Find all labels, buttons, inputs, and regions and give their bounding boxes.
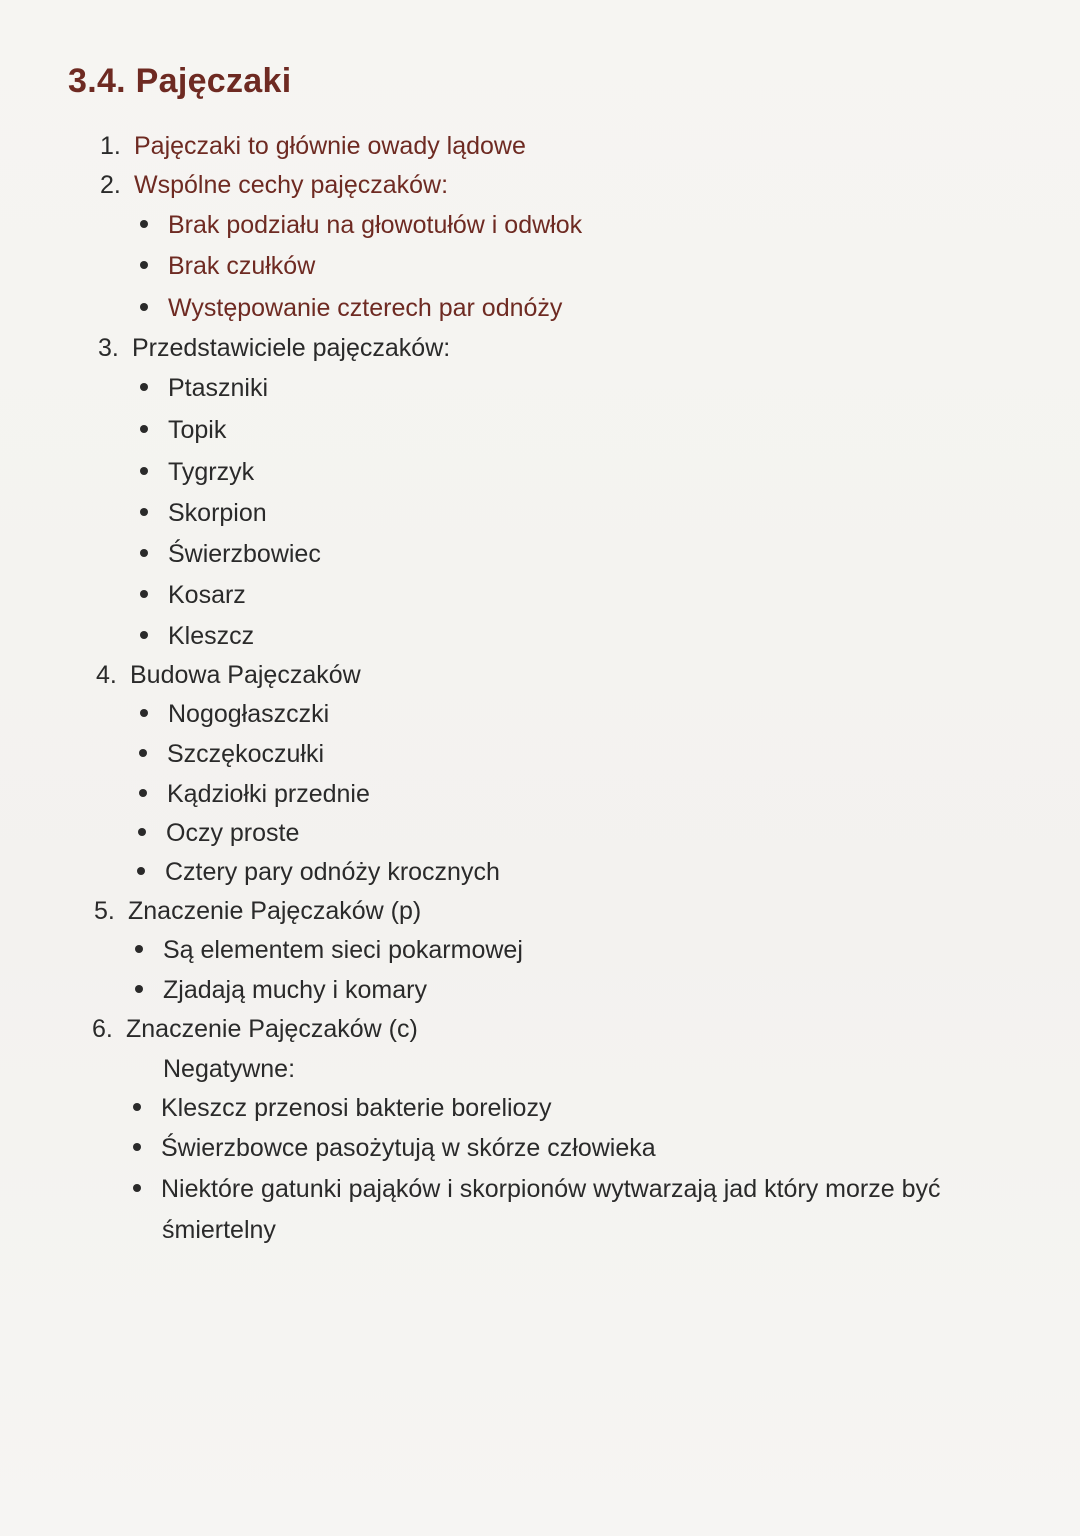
bullet-dot bbox=[138, 828, 146, 836]
bullet-item bbox=[140, 581, 246, 610]
list-item-5 bbox=[94, 897, 421, 926]
bullet-item bbox=[133, 1134, 656, 1163]
list-item-1 bbox=[100, 132, 526, 161]
bullet-dot bbox=[140, 425, 148, 433]
bullet-dot bbox=[140, 549, 148, 557]
bullet-item bbox=[133, 1094, 551, 1123]
bullet-dot bbox=[140, 508, 148, 516]
bullet-text: Świerzbowce pasożytują w skórze człowieka bbox=[161, 1134, 656, 1162]
bullet-text: Skorpion bbox=[168, 499, 267, 527]
list-text: Przedstawiciele pajęczaków: bbox=[132, 334, 451, 362]
list-number: 2. bbox=[100, 171, 121, 199]
bullet-item bbox=[138, 819, 299, 848]
bullet-dot bbox=[140, 590, 148, 598]
bullet-dot bbox=[140, 631, 148, 639]
list-number: 5. bbox=[94, 897, 115, 925]
bullet-text: Oczy proste bbox=[166, 819, 300, 847]
bullet-dot bbox=[140, 467, 148, 475]
list-text: Znaczenie Pajęczaków (c) bbox=[126, 1015, 418, 1043]
bullet-item bbox=[140, 499, 267, 528]
list-text: Wspólne cechy pajęczaków: bbox=[134, 171, 449, 199]
bullet-item bbox=[137, 858, 500, 887]
list-number: 6. bbox=[92, 1015, 113, 1043]
bullet-text: Ptaszniki bbox=[168, 374, 269, 402]
list-item-3 bbox=[98, 334, 450, 363]
bullet-item bbox=[133, 1175, 941, 1204]
bullet-dot bbox=[139, 749, 147, 757]
bullet-text: Topik bbox=[168, 416, 227, 444]
bullet-text: Nogogłaszczki bbox=[168, 700, 330, 728]
bullet-item bbox=[140, 294, 562, 323]
bullet-dot bbox=[133, 1143, 141, 1151]
list-number: 3. bbox=[98, 334, 119, 362]
bullet-dot bbox=[140, 261, 148, 269]
bullet-item bbox=[139, 780, 370, 809]
bullet-item bbox=[140, 622, 254, 651]
list-item-4 bbox=[96, 661, 361, 690]
list-item-2 bbox=[100, 171, 448, 200]
list-text: Budowa Pajęczaków bbox=[130, 661, 361, 689]
bullet-item bbox=[139, 740, 324, 769]
bullet-text: Kleszcz bbox=[168, 622, 255, 650]
bullet-text: Tygrzyk bbox=[168, 458, 255, 486]
bullet-dot bbox=[139, 789, 147, 797]
list-text: Znaczenie Pajęczaków (p) bbox=[128, 897, 422, 925]
bullet-text: Są elementem sieci pokarmowej bbox=[163, 936, 523, 964]
section-title: 3.4. Pajęczaki bbox=[68, 62, 292, 100]
bullet-text: Kleszcz przenosi bakterie boreliozy bbox=[161, 1094, 552, 1122]
list-number: 1. bbox=[100, 132, 121, 160]
bullet-dot bbox=[137, 867, 145, 875]
list-item-6 bbox=[92, 1015, 418, 1044]
bullet-text: Niektóre gatunki pająków i skorpionów wytwarzają jad który morze być bbox=[161, 1175, 941, 1203]
bullet-text: Szczękoczułki bbox=[167, 740, 324, 768]
bullet-text: Kądziołki przednie bbox=[167, 780, 370, 808]
bullet-dot bbox=[133, 1103, 141, 1111]
bullet-item bbox=[140, 700, 329, 729]
bullet-item bbox=[140, 540, 321, 569]
bullet-item bbox=[140, 416, 226, 445]
bullet-dot bbox=[140, 383, 148, 391]
bullet-item bbox=[135, 976, 427, 1005]
bullet-text: Brak czułków bbox=[168, 252, 316, 280]
bullet-item bbox=[140, 374, 268, 403]
bullet-text: Świerzbowiec bbox=[168, 540, 321, 568]
list-text: Pajęczaki to głównie owady lądowe bbox=[134, 132, 526, 160]
bullet-item bbox=[135, 936, 523, 965]
bullet-dot bbox=[140, 709, 148, 717]
bullet-dot bbox=[135, 945, 143, 953]
bullet-text: Występowanie czterech par odnóży bbox=[168, 294, 563, 322]
bullet-text: Kosarz bbox=[168, 581, 246, 609]
list-number: 4. bbox=[96, 661, 117, 689]
bullet-item bbox=[140, 211, 582, 240]
bullet-dot bbox=[140, 220, 148, 228]
bullet-dot bbox=[140, 303, 148, 311]
bullet-continuation: śmiertelny bbox=[162, 1216, 276, 1244]
bullet-text: Zjadają muchy i komary bbox=[163, 976, 427, 1004]
subheading-negative: Negatywne: bbox=[163, 1055, 296, 1083]
bullet-text: Cztery pary odnóży krocznych bbox=[165, 858, 500, 886]
bullet-dot bbox=[135, 985, 143, 993]
bullet-item bbox=[140, 458, 254, 487]
bullet-text: Brak podziału na głowotułów i odwłok bbox=[168, 211, 583, 239]
bullet-dot bbox=[133, 1184, 141, 1192]
bullet-item bbox=[140, 252, 315, 281]
